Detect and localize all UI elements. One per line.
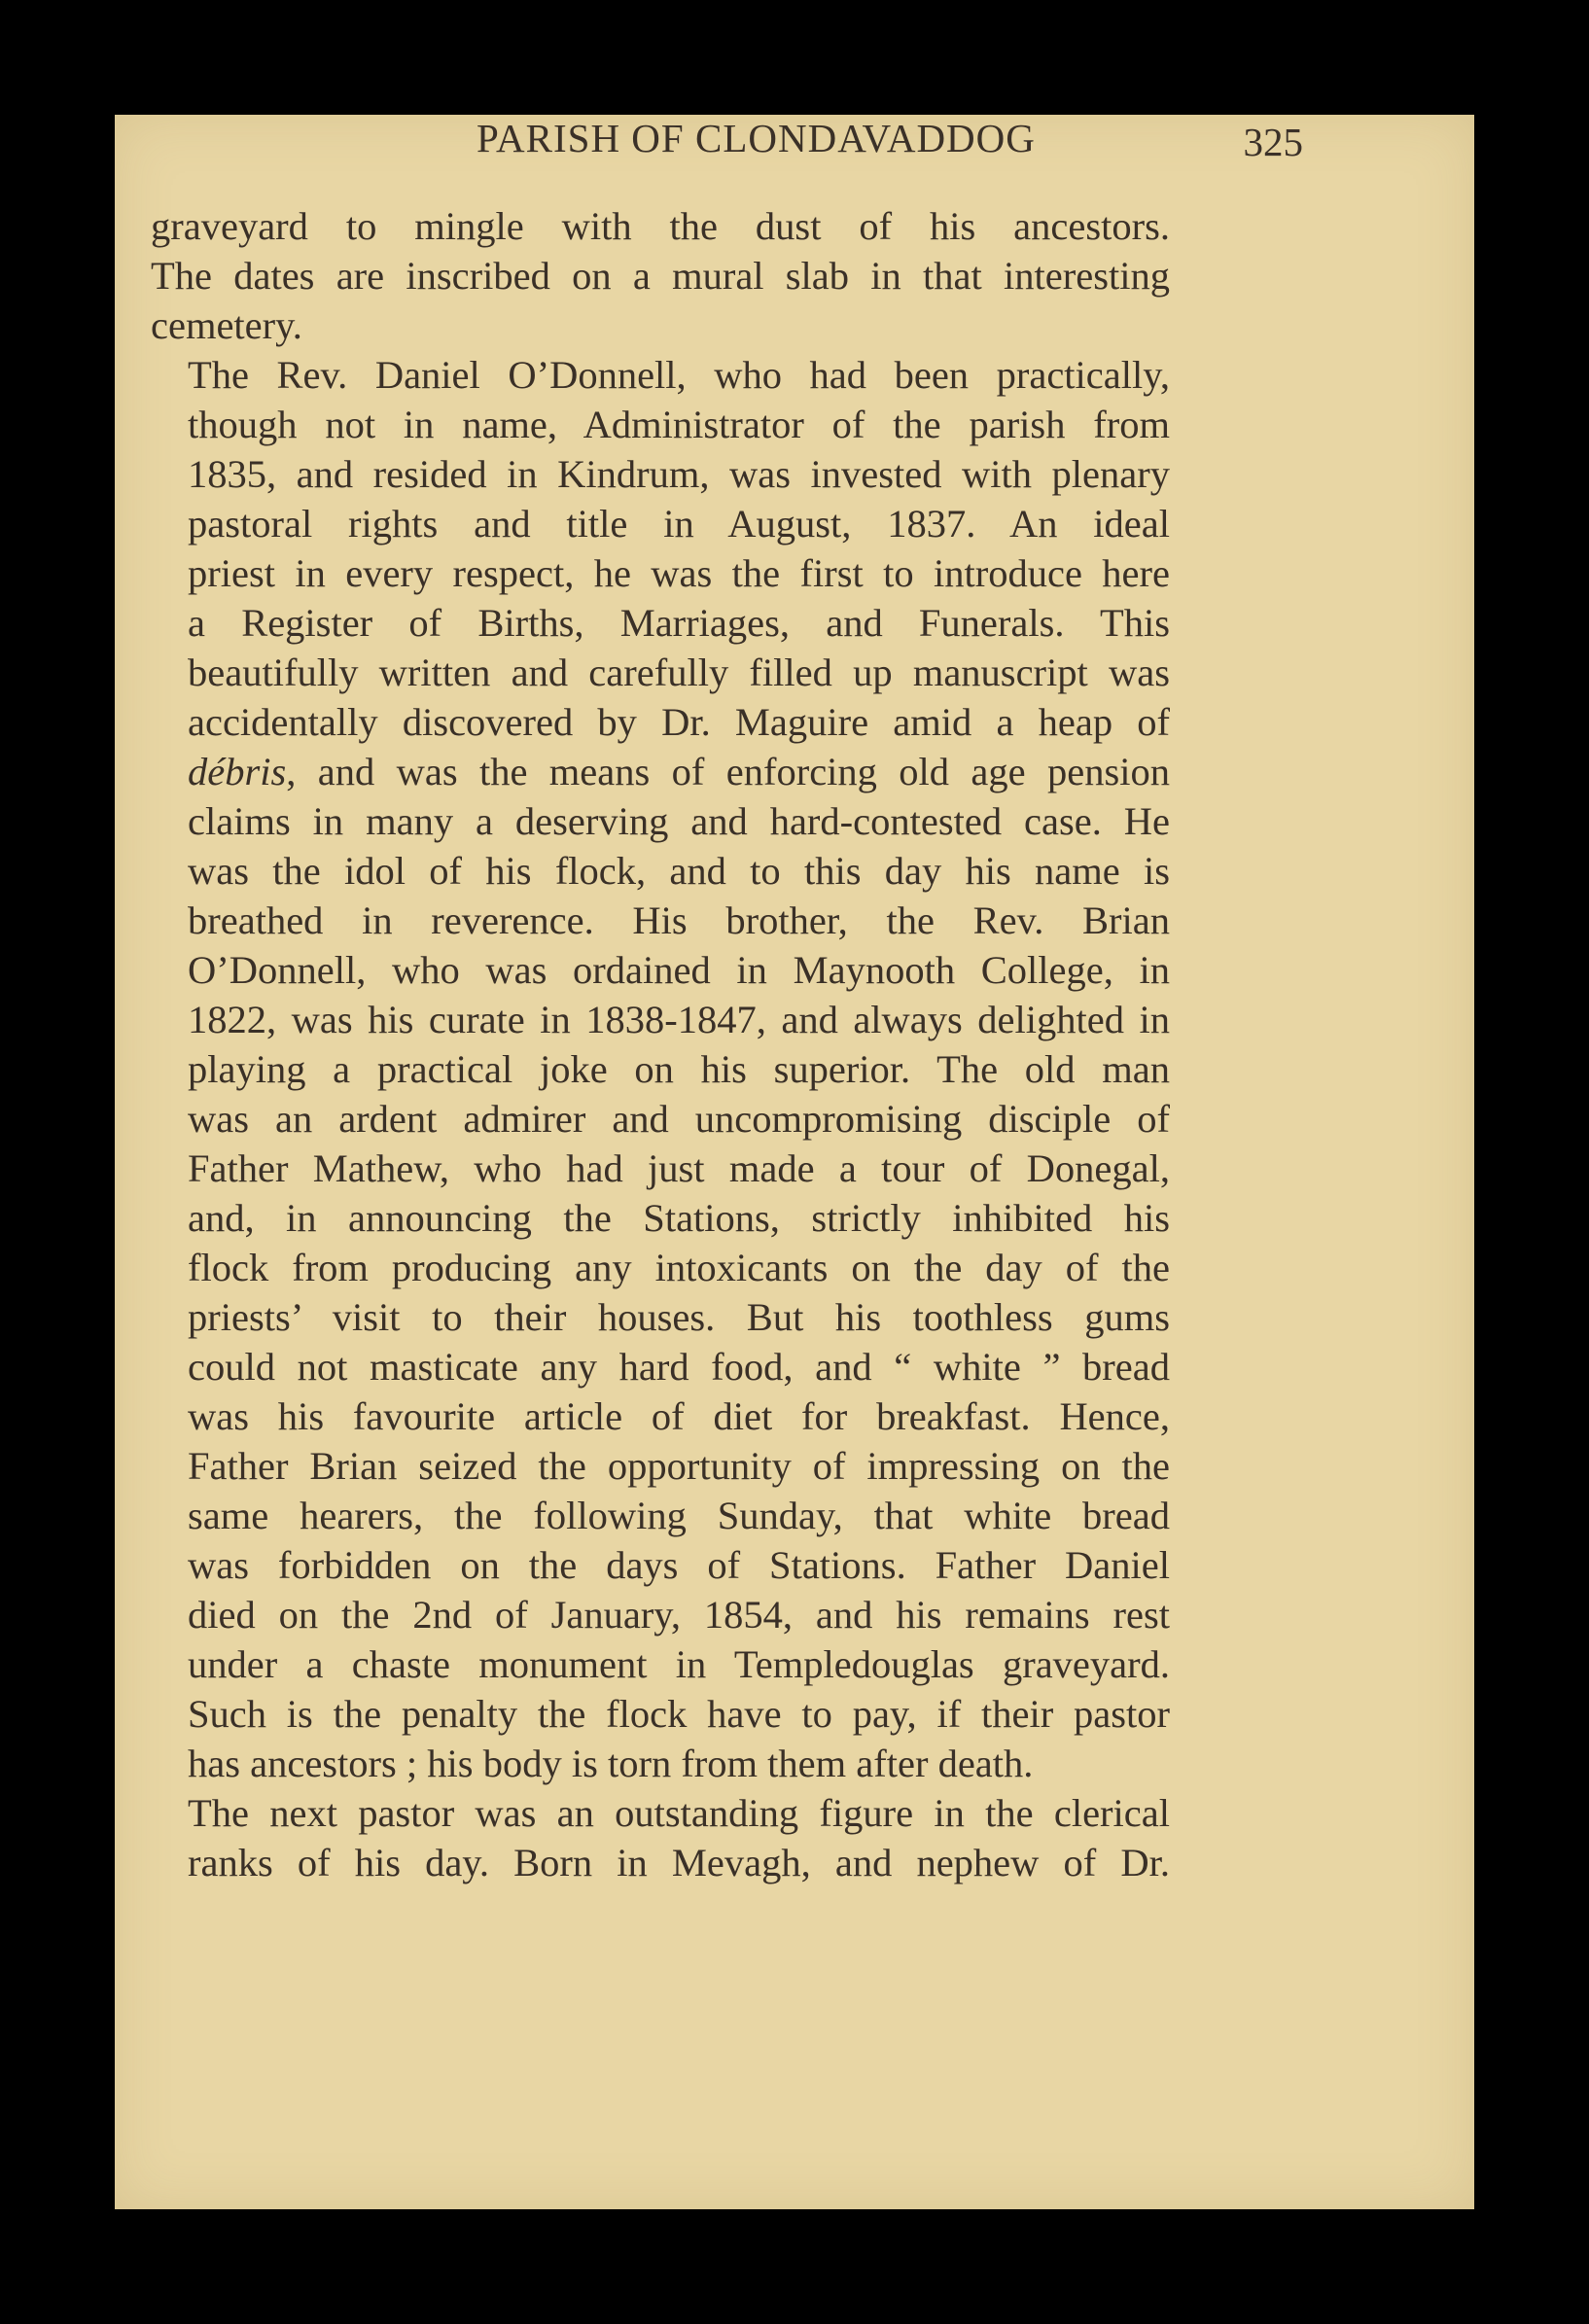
text-line: 1822, was his curate in 1838-1847, and always delighted in <box>188 998 1170 1041</box>
text-line: under a chaste monument in Templedouglas graveyard. <box>188 1642 1170 1686</box>
text-line: beautifully written and carefully filled up manuscript was <box>188 651 1170 694</box>
text-line: Such is the penalty the flock have to pay, if their pastor <box>188 1692 1170 1736</box>
text-line: and, in announcing the Stations, strictly inhibited his <box>188 1196 1170 1240</box>
text-line: same hearers, the following Sunday, that white bread <box>188 1494 1170 1537</box>
text-line: priests’ visit to their houses. But his toothless gums <box>188 1295 1170 1339</box>
text-line: accidentally discovered by Dr. Maguire amid a heap of <box>188 700 1170 744</box>
text-line: could not masticate any hard food, and “ white ” bread <box>188 1345 1170 1389</box>
page-header <box>194 115 1303 173</box>
text-line: graveyard to mingle with the dust of his ancestors. <box>151 204 1170 248</box>
text-line: O’Donnell, who was ordained in Maynooth College, in <box>188 948 1170 992</box>
text-line: claims in many a deserving and hard-contested case. He <box>188 799 1170 843</box>
running-head: PARISH OF CLONDAVADDOG <box>477 116 1036 160</box>
text-line: though not in name, Administrator of the parish from <box>188 403 1170 446</box>
text-line: débris, and was the means of enforcing old age pension <box>188 750 1170 793</box>
text-line: The dates are inscribed on a mural slab in that interesting <box>151 254 1170 298</box>
paragraph <box>151 201 1170 350</box>
text-line: breathed in reverence. His brother, the Rev. Brian <box>188 898 1170 942</box>
text-line: was his favourite article of diet for breakfast. Hence, <box>188 1394 1170 1438</box>
text-line: died on the 2nd of January, 1854, and his remains rest <box>188 1593 1170 1637</box>
text-line: ranks of his day. Born in Mevagh, and nephew of Dr. <box>188 1841 1170 1884</box>
text-line: The Rev. Daniel O’Donnell, who had been practically, <box>188 353 1170 397</box>
text-line: was the idol of his flock, and to this day his name is <box>188 849 1170 893</box>
text-line: 1835, and resided in Kindrum, was invested with plenary <box>188 452 1170 496</box>
text-line: Father Mathew, who had just made a tour of Donegal, <box>188 1146 1170 1190</box>
text-line: playing a practical joke on his superior. The old man <box>188 1047 1170 1091</box>
text-line: The next pastor was an outstanding figure in the clerical <box>188 1791 1170 1835</box>
paragraph <box>151 1788 1170 1887</box>
paragraph <box>151 350 1170 1788</box>
text-line: flock from producing any intoxicants on the day of the <box>188 1246 1170 1289</box>
text-line: cemetery. <box>151 303 302 347</box>
body-text <box>151 201 1170 1887</box>
text-line: has ancestors ; his body is torn from them after death. <box>188 1742 1034 1785</box>
text-line: a Register of Births, Marriages, and Funerals. This <box>188 601 1170 645</box>
page-number: 325 <box>1243 120 1303 164</box>
text-line: was an ardent admirer and uncompromising disciple of <box>188 1097 1170 1141</box>
text-line: pastoral rights and title in August, 1837. An ideal <box>188 502 1170 546</box>
text-line: Father Brian seized the opportunity of impressing on the <box>188 1444 1170 1488</box>
text-line: priest in every respect, he was the first to introduce here <box>188 551 1170 595</box>
italic-word: débris <box>188 750 287 793</box>
text-line: was forbidden on the days of Stations. Father Daniel <box>188 1543 1170 1587</box>
